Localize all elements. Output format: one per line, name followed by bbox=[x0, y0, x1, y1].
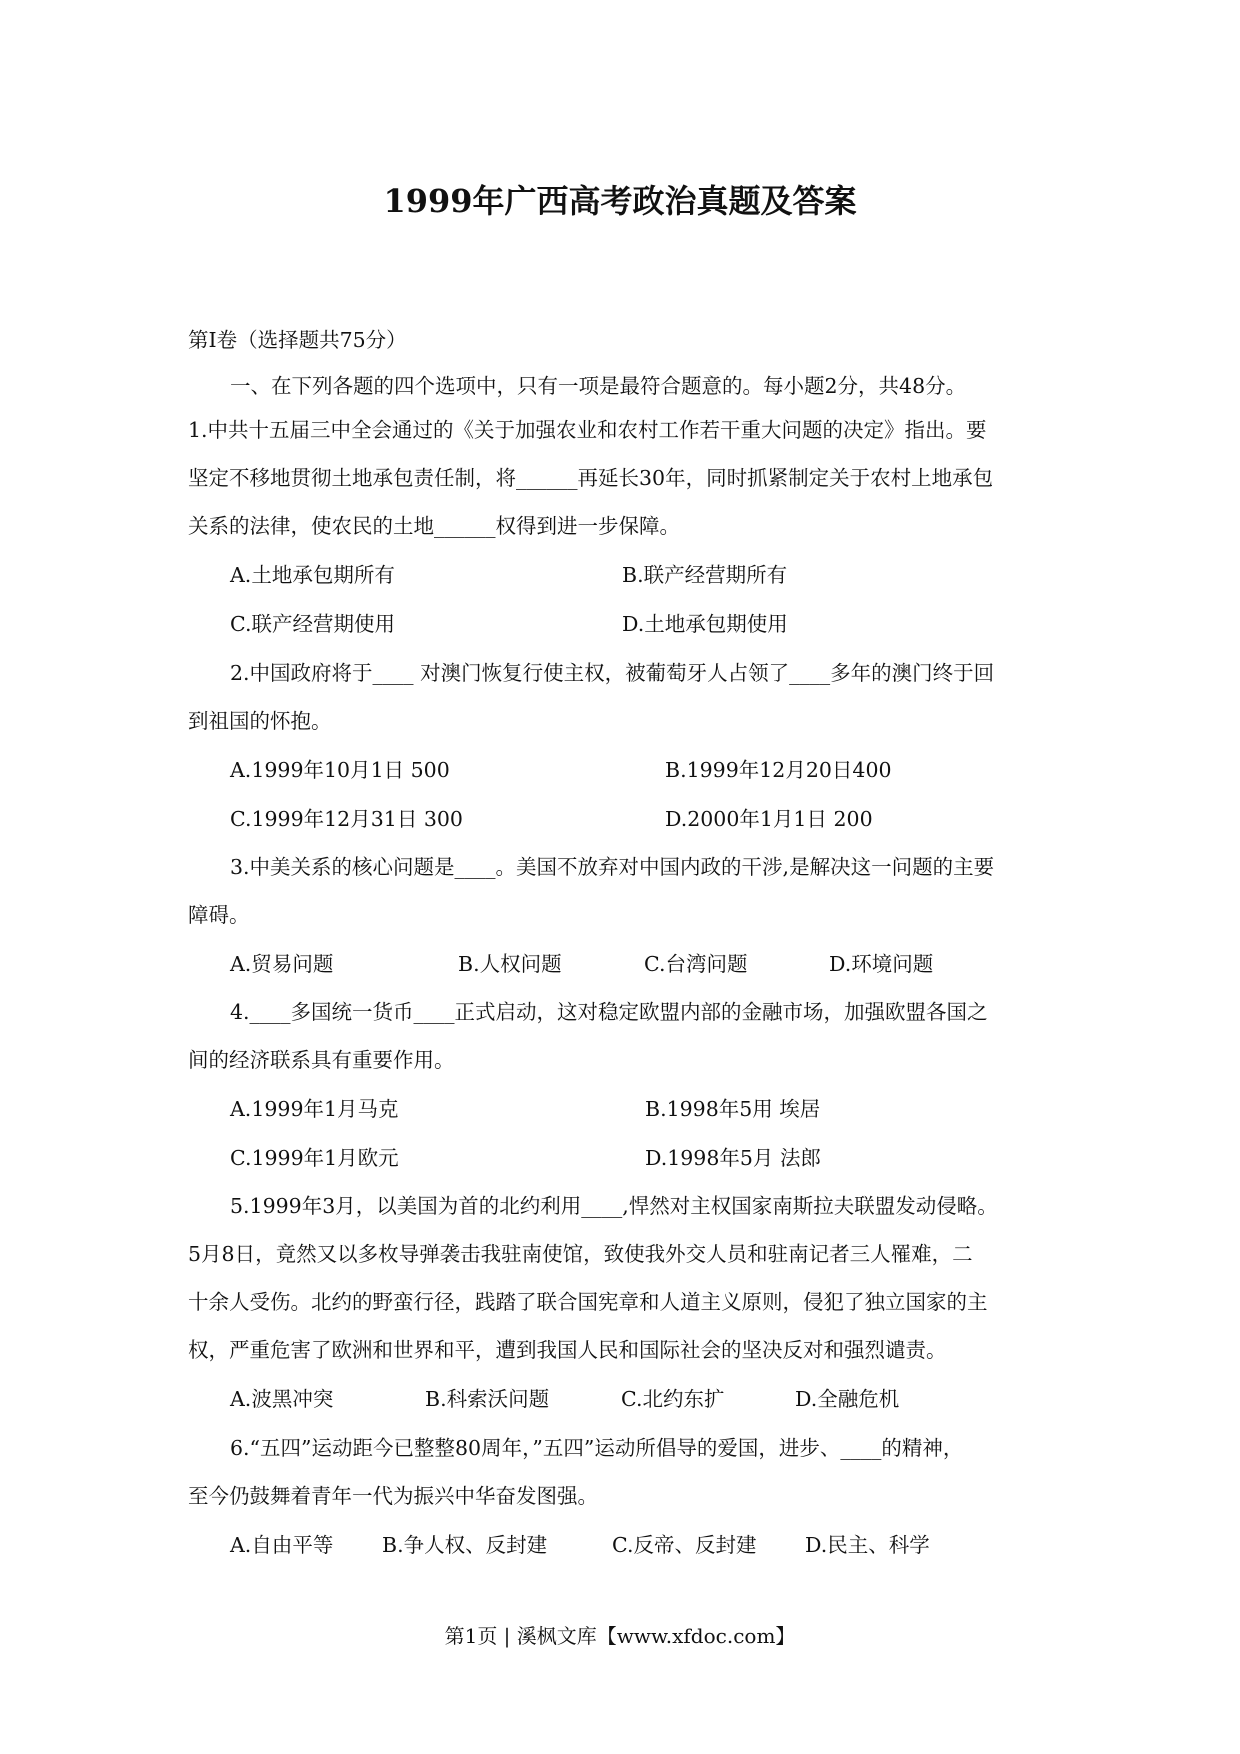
option-b: B.争人权、反封建 bbox=[382, 1533, 548, 1557]
question-stem-line: 5.1999年3月，以美国为首的北约利用____,悍然对主权国家南斯拉夫联盟发动侵略。 bbox=[230, 1194, 998, 1218]
option-a: A.波黑冲突 bbox=[230, 1387, 334, 1411]
option-a: A.自由平等 bbox=[230, 1533, 334, 1557]
option-c: C.台湾问题 bbox=[644, 952, 748, 976]
option-b: B.联产经营期所有 bbox=[622, 563, 788, 587]
page-footer: 第1页 | 溪枫文库【www.xfdoc.com】 bbox=[444, 1624, 796, 1648]
question-stem-line: 5月8日，竟然又以多枚导弹袭击我驻南使馆，致使我外交人员和驻南记者三人罹难，二 bbox=[188, 1242, 973, 1266]
question-stem-line: 3.中美关系的核心问题是____。美国不放弃对中国内政的干涉,是解决这一问题的主要 bbox=[230, 855, 995, 879]
option-d: D.2000年1月1日 200 bbox=[665, 807, 873, 831]
question-stem-line: 4.____多国统一货币____正式启动，这对稳定欧盟内部的金融市场，加强欧盟各国之 bbox=[230, 1000, 988, 1024]
option-b: B.人权问题 bbox=[458, 952, 562, 976]
option-c: C.1999年12月31日 300 bbox=[230, 807, 463, 831]
volume-heading: 第Ⅰ卷（选择题共75分） bbox=[188, 328, 407, 352]
question-stem-line: 间的经济联系具有重要作用。 bbox=[188, 1048, 455, 1072]
question-stem-line: 坚定不移地贯彻土地承包责任制，将______再延长30年，同时抓紧制定关于农村上地承包 bbox=[188, 466, 994, 490]
question-stem-line: 权，严重危害了欧洲和世界和平，遭到我国人民和国际社会的坚决反对和强烈谴责。 bbox=[188, 1338, 947, 1362]
option-b: B.1998年5用 埃居 bbox=[645, 1097, 821, 1121]
option-a: A.1999年10月1日 500 bbox=[230, 758, 450, 782]
option-a: A.土地承包期所有 bbox=[230, 563, 395, 587]
section-instructions: 一、在下列各题的四个选项中，只有一项是最符合题意的。每小题2分，共48分。 bbox=[230, 374, 967, 398]
option-c: C.反帝、反封建 bbox=[612, 1533, 757, 1557]
option-d: D.全融危机 bbox=[795, 1387, 900, 1411]
option-a: A.1999年1月马克 bbox=[230, 1097, 399, 1121]
option-d: D.土地承包期使用 bbox=[622, 612, 788, 636]
option-a: A.贸易问题 bbox=[230, 952, 334, 976]
question-stem-line: 十余人受伤。北约的野蛮行径，践踏了联合国宪章和人道主义原则，侵犯了独立国家的主 bbox=[188, 1290, 988, 1314]
option-c: C.1999年1月欧元 bbox=[230, 1146, 399, 1170]
option-d: D.环境问题 bbox=[829, 952, 934, 976]
option-c: C.联产经营期使用 bbox=[230, 612, 395, 636]
question-stem-line: 到祖国的怀抱。 bbox=[188, 709, 332, 733]
option-b: B.1999年12月20日400 bbox=[665, 758, 892, 782]
page-title: 1999年广西高考政治真题及答案 bbox=[383, 182, 857, 220]
option-d: D.1998年5月 法郎 bbox=[645, 1146, 821, 1170]
question-stem-line: 关系的法律，使农民的土地______权得到进一步保障。 bbox=[188, 514, 680, 538]
question-stem-line: 6.“五四”运动距今已整整80周年，”五四”运动所倡导的爱国，进步、____的精神， bbox=[230, 1436, 964, 1460]
option-c: C.北约东扩 bbox=[621, 1387, 725, 1411]
question-stem-line: 2.中国政府将于____ 对澳门恢复行使主权，被葡萄牙人占领了____多年的澳门终于回 bbox=[230, 661, 995, 685]
option-d: D.民主、科学 bbox=[805, 1533, 930, 1557]
question-stem-line: 至今仍鼓舞着青年一代为振兴中华奋发图强。 bbox=[188, 1484, 598, 1508]
question-stem-line: 障碍。 bbox=[188, 903, 250, 927]
option-b: B.科索沃问题 bbox=[425, 1387, 550, 1411]
question-stem-line: 1.中共十五届三中全会通过的《关于加强农业和农村工作若干重大问题的决定》指出。要 bbox=[188, 418, 987, 442]
